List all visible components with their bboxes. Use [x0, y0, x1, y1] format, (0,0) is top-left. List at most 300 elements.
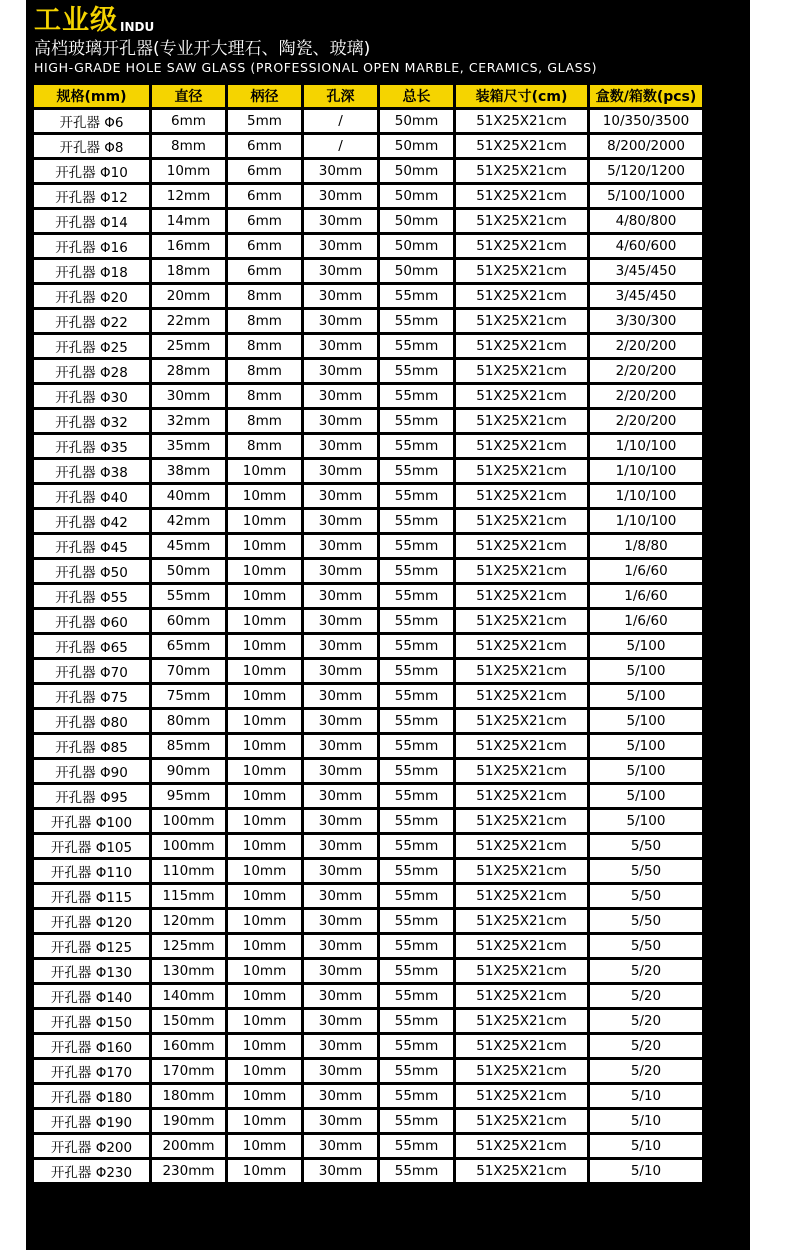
cell-shank: 8mm	[228, 435, 301, 457]
cell-depth: 30mm	[304, 1035, 377, 1057]
cell-carton-size: 51X25X21cm	[456, 1060, 587, 1082]
table-row	[34, 910, 702, 932]
cell-carton-size: 51X25X21cm	[456, 710, 587, 732]
cell-shank: 10mm	[228, 785, 301, 807]
col-header-carton-size: 装箱尺寸(cm)	[456, 85, 587, 107]
cell-diameter: 130mm	[152, 960, 225, 982]
table-row	[34, 335, 702, 357]
cell-quantity: 1/10/100	[590, 435, 702, 457]
cell-spec: 开孔器 Φ125	[34, 935, 149, 957]
table-row	[34, 160, 702, 182]
cell-depth: 30mm	[304, 1110, 377, 1132]
cell-quantity: 10/350/3500	[590, 110, 702, 132]
table-row	[34, 1160, 702, 1182]
table-row	[34, 860, 702, 882]
cell-spec: 开孔器 Φ80	[34, 710, 149, 732]
table-row	[34, 1035, 702, 1057]
cell-diameter: 14mm	[152, 210, 225, 232]
cell-carton-size: 51X25X21cm	[456, 810, 587, 832]
cell-shank: 10mm	[228, 535, 301, 557]
cell-shank: 10mm	[228, 760, 301, 782]
cell-length: 55mm	[380, 885, 453, 907]
cell-depth: 30mm	[304, 935, 377, 957]
cell-length: 55mm	[380, 535, 453, 557]
cell-diameter: 28mm	[152, 360, 225, 382]
cell-shank: 10mm	[228, 635, 301, 657]
cell-spec: 开孔器 Φ85	[34, 735, 149, 757]
title-row	[34, 6, 734, 36]
cell-shank: 10mm	[228, 585, 301, 607]
cell-carton-size: 51X25X21cm	[456, 560, 587, 582]
cell-spec: 开孔器 Φ14	[34, 210, 149, 232]
cell-length: 55mm	[380, 1110, 453, 1132]
table-row	[34, 435, 702, 457]
cell-shank: 10mm	[228, 1110, 301, 1132]
cell-depth: 30mm	[304, 735, 377, 757]
col-header-diameter: 直径	[152, 85, 225, 107]
cell-quantity: 3/45/450	[590, 285, 702, 307]
cell-carton-size: 51X25X21cm	[456, 660, 587, 682]
cell-depth: 30mm	[304, 460, 377, 482]
table-header	[34, 85, 702, 107]
cell-spec: 开孔器 Φ65	[34, 635, 149, 657]
cell-quantity: 5/20	[590, 960, 702, 982]
cell-depth: 30mm	[304, 960, 377, 982]
cell-shank: 10mm	[228, 1160, 301, 1182]
cell-spec: 开孔器 Φ8	[34, 135, 149, 157]
cell-spec: 开孔器 Φ6	[34, 110, 149, 132]
cell-length: 55mm	[380, 1010, 453, 1032]
table-row	[34, 935, 702, 957]
cell-depth: 30mm	[304, 310, 377, 332]
cell-shank: 10mm	[228, 460, 301, 482]
cell-diameter: 38mm	[152, 460, 225, 482]
table-row	[34, 985, 702, 1007]
cell-quantity: 1/10/100	[590, 460, 702, 482]
cell-depth: /	[304, 110, 377, 132]
table-row	[34, 385, 702, 407]
cell-quantity: 5/50	[590, 910, 702, 932]
table-row	[34, 535, 702, 557]
cell-carton-size: 51X25X21cm	[456, 385, 587, 407]
cell-shank: 10mm	[228, 510, 301, 532]
cell-spec: 开孔器 Φ28	[34, 360, 149, 382]
cell-spec: 开孔器 Φ18	[34, 260, 149, 282]
cell-quantity: 5/20	[590, 1010, 702, 1032]
table-row	[34, 885, 702, 907]
cell-diameter: 6mm	[152, 110, 225, 132]
cell-carton-size: 51X25X21cm	[456, 635, 587, 657]
cell-length: 55mm	[380, 1085, 453, 1107]
cell-shank: 10mm	[228, 735, 301, 757]
table-row	[34, 510, 702, 532]
cell-depth: 30mm	[304, 835, 377, 857]
col-header-shank: 柄径	[228, 85, 301, 107]
cell-length: 50mm	[380, 160, 453, 182]
cell-depth: 30mm	[304, 285, 377, 307]
cell-shank: 8mm	[228, 360, 301, 382]
cell-carton-size: 51X25X21cm	[456, 685, 587, 707]
cell-depth: 30mm	[304, 235, 377, 257]
cell-depth: 30mm	[304, 585, 377, 607]
table-row	[34, 960, 702, 982]
cell-length: 55mm	[380, 360, 453, 382]
cell-spec: 开孔器 Φ30	[34, 385, 149, 407]
cell-length: 55mm	[380, 660, 453, 682]
cell-quantity: 5/20	[590, 1060, 702, 1082]
cell-diameter: 230mm	[152, 1160, 225, 1182]
cell-depth: 30mm	[304, 435, 377, 457]
cell-diameter: 125mm	[152, 935, 225, 957]
cell-spec: 开孔器 Φ110	[34, 860, 149, 882]
cell-quantity: 5/120/1200	[590, 160, 702, 182]
cell-diameter: 70mm	[152, 660, 225, 682]
cell-carton-size: 51X25X21cm	[456, 1010, 587, 1032]
cell-depth: 30mm	[304, 335, 377, 357]
cell-carton-size: 51X25X21cm	[456, 585, 587, 607]
cell-depth: 30mm	[304, 610, 377, 632]
cell-spec: 开孔器 Φ180	[34, 1085, 149, 1107]
cell-carton-size: 51X25X21cm	[456, 235, 587, 257]
table-row	[34, 785, 702, 807]
cell-diameter: 8mm	[152, 135, 225, 157]
cell-carton-size: 51X25X21cm	[456, 1160, 587, 1182]
cell-depth: 30mm	[304, 185, 377, 207]
cell-diameter: 85mm	[152, 735, 225, 757]
cell-diameter: 22mm	[152, 310, 225, 332]
cell-spec: 开孔器 Φ90	[34, 760, 149, 782]
cell-length: 55mm	[380, 460, 453, 482]
cell-carton-size: 51X25X21cm	[456, 535, 587, 557]
cell-diameter: 35mm	[152, 435, 225, 457]
cell-diameter: 170mm	[152, 1060, 225, 1082]
table-row	[34, 1135, 702, 1157]
cell-quantity: 5/50	[590, 835, 702, 857]
cell-shank: 6mm	[228, 260, 301, 282]
cell-spec: 开孔器 Φ32	[34, 410, 149, 432]
table-row	[34, 760, 702, 782]
table-row	[34, 1085, 702, 1107]
cell-quantity: 5/50	[590, 935, 702, 957]
cell-depth: 30mm	[304, 210, 377, 232]
cell-diameter: 140mm	[152, 985, 225, 1007]
cell-quantity: 5/100/1000	[590, 185, 702, 207]
cell-carton-size: 51X25X21cm	[456, 985, 587, 1007]
cell-shank: 10mm	[228, 610, 301, 632]
cell-diameter: 110mm	[152, 860, 225, 882]
subtitle-en: HIGH-GRADE HOLE SAW GLASS (PROFESSIONAL OPEN MARBLE, CERAMICS, GLASS)	[34, 60, 598, 75]
cell-quantity: 8/200/2000	[590, 135, 702, 157]
table-row	[34, 710, 702, 732]
header	[34, 6, 734, 76]
cell-carton-size: 51X25X21cm	[456, 860, 587, 882]
cell-length: 55mm	[380, 385, 453, 407]
cell-shank: 8mm	[228, 335, 301, 357]
cell-carton-size: 51X25X21cm	[456, 960, 587, 982]
cell-shank: 8mm	[228, 410, 301, 432]
cell-quantity: 5/100	[590, 785, 702, 807]
table-row	[34, 285, 702, 307]
cell-diameter: 150mm	[152, 1010, 225, 1032]
cell-quantity: 5/100	[590, 760, 702, 782]
cell-quantity: 5/20	[590, 985, 702, 1007]
cell-quantity: 2/20/200	[590, 410, 702, 432]
col-header-quantity: 盒数/箱数(pcs)	[590, 85, 702, 107]
cell-length: 55mm	[380, 435, 453, 457]
cell-shank: 10mm	[228, 935, 301, 957]
cell-depth: 30mm	[304, 560, 377, 582]
cell-spec: 开孔器 Φ35	[34, 435, 149, 457]
cell-depth: 30mm	[304, 385, 377, 407]
cell-diameter: 65mm	[152, 635, 225, 657]
cell-spec: 开孔器 Φ12	[34, 185, 149, 207]
cell-spec: 开孔器 Φ95	[34, 785, 149, 807]
cell-diameter: 32mm	[152, 410, 225, 432]
cell-carton-size: 51X25X21cm	[456, 460, 587, 482]
cell-spec: 开孔器 Φ105	[34, 835, 149, 857]
cell-quantity: 5/10	[590, 1085, 702, 1107]
cell-carton-size: 51X25X21cm	[456, 210, 587, 232]
cell-spec: 开孔器 Φ38	[34, 460, 149, 482]
table-row	[34, 560, 702, 582]
cell-quantity: 2/20/200	[590, 335, 702, 357]
cell-length: 55mm	[380, 960, 453, 982]
cell-length: 55mm	[380, 910, 453, 932]
cell-spec: 开孔器 Φ20	[34, 285, 149, 307]
cell-spec: 开孔器 Φ100	[34, 810, 149, 832]
cell-length: 55mm	[380, 985, 453, 1007]
cell-spec: 开孔器 Φ230	[34, 1160, 149, 1182]
table-row	[34, 110, 702, 132]
cell-diameter: 75mm	[152, 685, 225, 707]
table-row	[34, 460, 702, 482]
cell-quantity: 1/10/100	[590, 510, 702, 532]
cell-shank: 8mm	[228, 310, 301, 332]
page-title: 工业级	[34, 5, 118, 36]
cell-spec: 开孔器 Φ130	[34, 960, 149, 982]
cell-quantity: 2/20/200	[590, 385, 702, 407]
cell-spec: 开孔器 Φ10	[34, 160, 149, 182]
cell-spec: 开孔器 Φ140	[34, 985, 149, 1007]
cell-depth: 30mm	[304, 785, 377, 807]
cell-spec: 开孔器 Φ22	[34, 310, 149, 332]
cell-quantity: 5/100	[590, 660, 702, 682]
cell-length: 50mm	[380, 110, 453, 132]
cell-carton-size: 51X25X21cm	[456, 185, 587, 207]
cell-diameter: 18mm	[152, 260, 225, 282]
cell-length: 50mm	[380, 135, 453, 157]
table-row	[34, 610, 702, 632]
cell-carton-size: 51X25X21cm	[456, 1035, 587, 1057]
cell-length: 55mm	[380, 310, 453, 332]
cell-diameter: 12mm	[152, 185, 225, 207]
cell-shank: 10mm	[228, 1085, 301, 1107]
cell-carton-size: 51X25X21cm	[456, 110, 587, 132]
cell-depth: /	[304, 135, 377, 157]
cell-depth: 30mm	[304, 160, 377, 182]
cell-spec: 开孔器 Φ16	[34, 235, 149, 257]
cell-length: 55mm	[380, 410, 453, 432]
cell-depth: 30mm	[304, 1135, 377, 1157]
cell-spec: 开孔器 Φ170	[34, 1060, 149, 1082]
table-row	[34, 585, 702, 607]
table-row	[34, 260, 702, 282]
cell-length: 50mm	[380, 185, 453, 207]
cell-length: 55mm	[380, 810, 453, 832]
cell-depth: 30mm	[304, 885, 377, 907]
cell-length: 55mm	[380, 485, 453, 507]
header-row	[34, 85, 702, 107]
cell-diameter: 30mm	[152, 385, 225, 407]
cell-carton-size: 51X25X21cm	[456, 1085, 587, 1107]
cell-shank: 10mm	[228, 960, 301, 982]
cell-spec: 开孔器 Φ190	[34, 1110, 149, 1132]
cell-shank: 10mm	[228, 860, 301, 882]
cell-diameter: 55mm	[152, 585, 225, 607]
cell-spec: 开孔器 Φ45	[34, 535, 149, 557]
cell-shank: 10mm	[228, 885, 301, 907]
cell-diameter: 50mm	[152, 560, 225, 582]
table-row	[34, 1110, 702, 1132]
cell-carton-size: 51X25X21cm	[456, 260, 587, 282]
cell-quantity: 4/60/600	[590, 235, 702, 257]
cell-spec: 开孔器 Φ120	[34, 910, 149, 932]
table-row	[34, 185, 702, 207]
cell-diameter: 120mm	[152, 910, 225, 932]
cell-length: 55mm	[380, 1060, 453, 1082]
spec-table	[31, 82, 705, 1185]
cell-spec: 开孔器 Φ75	[34, 685, 149, 707]
cell-length: 55mm	[380, 835, 453, 857]
table-row	[34, 135, 702, 157]
cell-carton-size: 51X25X21cm	[456, 885, 587, 907]
cell-length: 55mm	[380, 685, 453, 707]
cell-length: 50mm	[380, 260, 453, 282]
cell-length: 55mm	[380, 285, 453, 307]
cell-depth: 30mm	[304, 1085, 377, 1107]
cell-depth: 30mm	[304, 910, 377, 932]
cell-spec: 开孔器 Φ150	[34, 1010, 149, 1032]
cell-length: 55mm	[380, 610, 453, 632]
cell-carton-size: 51X25X21cm	[456, 785, 587, 807]
cell-depth: 30mm	[304, 710, 377, 732]
cell-depth: 30mm	[304, 860, 377, 882]
cell-carton-size: 51X25X21cm	[456, 1110, 587, 1132]
cell-shank: 10mm	[228, 985, 301, 1007]
cell-quantity: 5/50	[590, 885, 702, 907]
cell-diameter: 45mm	[152, 535, 225, 557]
cell-carton-size: 51X25X21cm	[456, 135, 587, 157]
cell-carton-size: 51X25X21cm	[456, 435, 587, 457]
cell-depth: 30mm	[304, 685, 377, 707]
cell-diameter: 115mm	[152, 885, 225, 907]
cell-depth: 30mm	[304, 260, 377, 282]
cell-diameter: 20mm	[152, 285, 225, 307]
cell-length: 55mm	[380, 760, 453, 782]
cell-shank: 10mm	[228, 1135, 301, 1157]
cell-diameter: 42mm	[152, 510, 225, 532]
cell-diameter: 25mm	[152, 335, 225, 357]
title-tag: INDU	[120, 20, 155, 34]
table-row	[34, 1060, 702, 1082]
cell-depth: 30mm	[304, 360, 377, 382]
table-row	[34, 685, 702, 707]
cell-carton-size: 51X25X21cm	[456, 835, 587, 857]
cell-length: 55mm	[380, 560, 453, 582]
cell-quantity: 5/100	[590, 685, 702, 707]
cell-depth: 30mm	[304, 510, 377, 532]
cell-shank: 10mm	[228, 1035, 301, 1057]
cell-quantity: 1/6/60	[590, 585, 702, 607]
cell-length: 50mm	[380, 235, 453, 257]
cell-length: 55mm	[380, 585, 453, 607]
cell-depth: 30mm	[304, 810, 377, 832]
cell-quantity: 1/6/60	[590, 560, 702, 582]
cell-depth: 30mm	[304, 535, 377, 557]
cell-diameter: 100mm	[152, 835, 225, 857]
cell-shank: 6mm	[228, 235, 301, 257]
cell-spec: 开孔器 Φ40	[34, 485, 149, 507]
cell-spec: 开孔器 Φ50	[34, 560, 149, 582]
cell-quantity: 5/100	[590, 635, 702, 657]
cell-quantity: 5/10	[590, 1110, 702, 1132]
cell-carton-size: 51X25X21cm	[456, 285, 587, 307]
cell-shank: 6mm	[228, 135, 301, 157]
cell-depth: 30mm	[304, 660, 377, 682]
cell-carton-size: 51X25X21cm	[456, 510, 587, 532]
cell-diameter: 180mm	[152, 1085, 225, 1107]
cell-length: 55mm	[380, 860, 453, 882]
cell-spec: 开孔器 Φ55	[34, 585, 149, 607]
cell-shank: 8mm	[228, 285, 301, 307]
cell-shank: 10mm	[228, 660, 301, 682]
table-row	[34, 485, 702, 507]
cell-quantity: 5/100	[590, 710, 702, 732]
cell-depth: 30mm	[304, 485, 377, 507]
cell-carton-size: 51X25X21cm	[456, 935, 587, 957]
cell-shank: 10mm	[228, 910, 301, 932]
cell-spec: 开孔器 Φ160	[34, 1035, 149, 1057]
subtitle-cn: 高档玻璃开孔器(专业开大理石、陶瓷、玻璃)	[34, 39, 371, 59]
table-row	[34, 210, 702, 232]
cell-quantity: 1/8/80	[590, 535, 702, 557]
cell-carton-size: 51X25X21cm	[456, 1135, 587, 1157]
cell-carton-size: 51X25X21cm	[456, 760, 587, 782]
cell-length: 55mm	[380, 935, 453, 957]
cell-length: 55mm	[380, 710, 453, 732]
table-row	[34, 1010, 702, 1032]
cell-quantity: 4/80/800	[590, 210, 702, 232]
col-header-length: 总长	[380, 85, 453, 107]
table-body	[34, 110, 702, 1182]
col-header-depth: 孔深	[304, 85, 377, 107]
cell-shank: 6mm	[228, 210, 301, 232]
cell-depth: 30mm	[304, 410, 377, 432]
cell-depth: 30mm	[304, 1010, 377, 1032]
cell-quantity: 2/20/200	[590, 360, 702, 382]
cell-diameter: 10mm	[152, 160, 225, 182]
cell-diameter: 90mm	[152, 760, 225, 782]
cell-length: 55mm	[380, 335, 453, 357]
cell-spec: 开孔器 Φ42	[34, 510, 149, 532]
cell-length: 55mm	[380, 635, 453, 657]
cell-carton-size: 51X25X21cm	[456, 485, 587, 507]
table-row	[34, 660, 702, 682]
cell-depth: 30mm	[304, 635, 377, 657]
cell-shank: 5mm	[228, 110, 301, 132]
cell-diameter: 95mm	[152, 785, 225, 807]
cell-depth: 30mm	[304, 1060, 377, 1082]
